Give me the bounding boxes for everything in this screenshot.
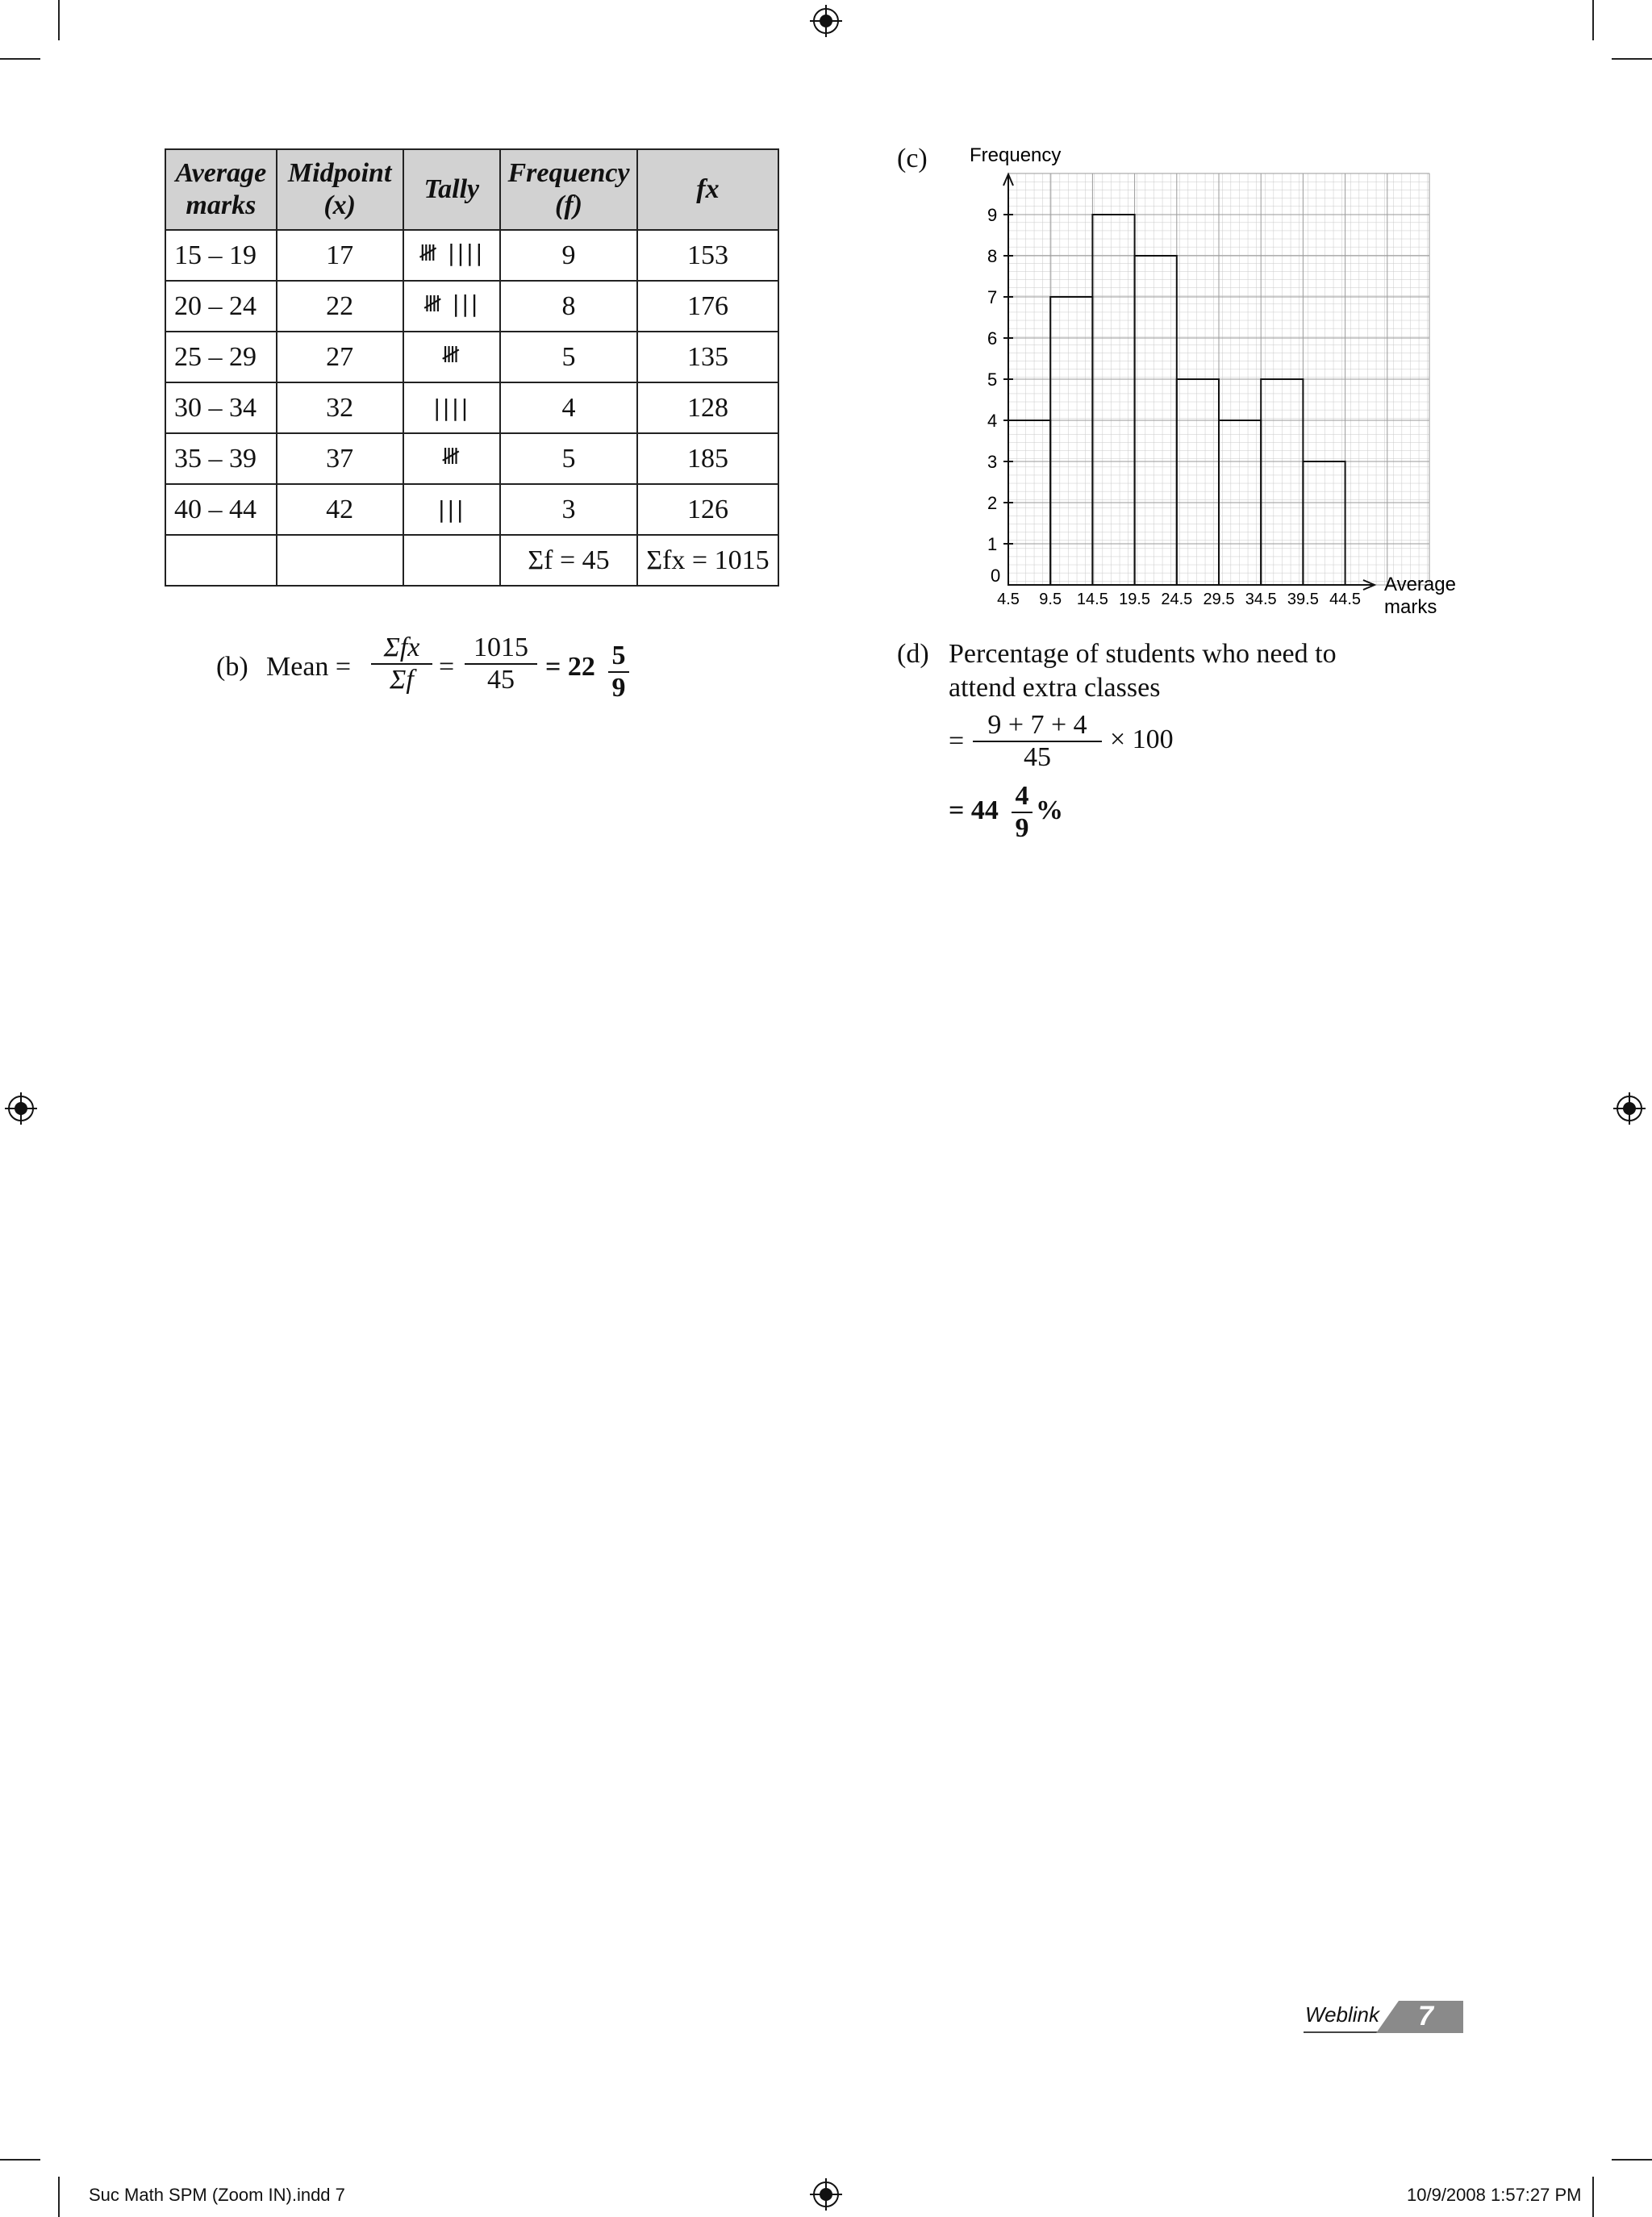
y-tick-label: 8 (987, 246, 998, 266)
cell-midpoint: 42 (277, 484, 403, 535)
percentage-result: = 44 (949, 795, 999, 825)
multiply-hundred: × 100 (1110, 724, 1174, 754)
cell-midpoint: 22 (277, 281, 403, 332)
cell-empty (277, 535, 403, 586)
header-average-marks: Average marks (165, 149, 277, 230)
cell-frequency: 8 (500, 281, 637, 332)
mean-result-fraction (608, 641, 629, 704)
cell-frequency: 3 (500, 484, 637, 535)
table-header-row (165, 149, 778, 230)
footer-file-name: Suc Math SPM (Zoom IN).indd 7 (89, 2185, 345, 2205)
registration-mark-icon (810, 5, 842, 37)
registration-mark-icon (1613, 1092, 1646, 1125)
cell-frequency: 5 (500, 433, 637, 484)
cell-midpoint: 17 (277, 230, 403, 281)
footer-timestamp: 10/9/2008 1:57:27 PM (1407, 2185, 1582, 2205)
cell-fx: 135 (637, 332, 778, 382)
y-tick-label: 1 (987, 534, 998, 554)
header-frequency: Frequency (f) (500, 149, 637, 230)
cell-fx: 185 (637, 433, 778, 484)
y-tick-label: 7 (987, 287, 998, 307)
part-c-label: (c) (897, 144, 928, 173)
mean-result: = 22 (545, 652, 595, 682)
page-number: 7 (1418, 2001, 1433, 2031)
cell-tally: 𝍸 |||| (403, 230, 501, 281)
crop-mark (0, 2159, 40, 2161)
x-tick-label: 29.5 (1203, 591, 1235, 608)
fraction-numerator: 4 (1015, 781, 1029, 811)
cell-fx: 176 (637, 281, 778, 332)
cell-empty (165, 535, 277, 586)
y-tick-label: 0 (991, 566, 1001, 586)
mean-formula-fraction (371, 633, 432, 695)
fraction-numerator: 1015 (473, 633, 528, 662)
cell-frequency: 5 (500, 332, 637, 382)
cell-frequency: 4 (500, 382, 637, 433)
table-row (165, 484, 778, 535)
y-tick-label: 6 (987, 328, 998, 349)
cell-midpoint: 37 (277, 433, 403, 484)
cell-average-marks: 40 – 44 (165, 484, 277, 535)
registration-mark-icon (810, 2178, 842, 2211)
header-midpoint: Midpoint (x) (277, 149, 403, 230)
cell-midpoint: 32 (277, 382, 403, 433)
percent-sign: % (1036, 795, 1063, 825)
fraction-denominator: 9 (1015, 813, 1029, 843)
part-b-label: (b) (216, 652, 248, 682)
equals-sign: = (949, 726, 965, 756)
header-fx: fx (637, 149, 778, 230)
mean-label: Mean = (266, 652, 352, 682)
percentage-result-fraction (1012, 781, 1032, 844)
crop-mark (58, 2177, 60, 2217)
equals-sign: = (439, 652, 455, 682)
cell-sum-fx: Σfx = 1015 (637, 535, 778, 586)
fraction-denominator: 9 (611, 673, 626, 703)
cell-tally: 𝍸 ||| (403, 281, 501, 332)
mean-value-fraction (465, 633, 537, 695)
fraction-numerator: 5 (611, 641, 626, 670)
cell-sum-frequency: Σf = 45 (500, 535, 637, 586)
question-text-line2: attend extra classes (949, 673, 1161, 703)
cell-average-marks: 20 – 24 (165, 281, 277, 332)
cell-average-marks: 15 – 19 (165, 230, 277, 281)
x-tick-label: 34.5 (1245, 591, 1277, 608)
header-tally: Tally (403, 149, 501, 230)
crop-mark (1612, 2159, 1652, 2161)
crop-mark (1592, 0, 1594, 40)
fraction-denominator: Σf (390, 665, 414, 695)
fraction-denominator: 45 (1024, 742, 1051, 772)
cell-average-marks: 25 – 29 (165, 332, 277, 382)
y-tick-label: 5 (987, 370, 998, 390)
registration-mark-icon (5, 1092, 37, 1125)
x-tick-label: 24.5 (1161, 591, 1193, 608)
cell-frequency: 9 (500, 230, 637, 281)
crop-mark (1592, 2177, 1594, 2217)
x-tick-label: 9.5 (1039, 591, 1062, 608)
y-tick-label: 4 (987, 411, 998, 431)
cell-tally: ||| (403, 484, 501, 535)
cell-tally: 𝍸 (403, 433, 501, 484)
crop-mark (1612, 58, 1652, 60)
crop-mark (58, 0, 60, 40)
fraction-numerator: 9 + 7 + 4 (987, 710, 1087, 740)
fraction-numerator: Σfx (383, 633, 420, 662)
cell-fx: 126 (637, 484, 778, 535)
table-totals-row (165, 535, 778, 586)
cell-average-marks: 30 – 34 (165, 382, 277, 433)
y-tick-label: 3 (987, 452, 998, 472)
table-row (165, 433, 778, 484)
x-tick-label: 4.5 (997, 591, 1020, 608)
x-ticks (997, 591, 1361, 608)
cell-average-marks: 35 – 39 (165, 433, 277, 484)
percentage-fraction (973, 710, 1102, 773)
x-tick-label: 19.5 (1119, 591, 1151, 608)
cell-fx: 128 (637, 382, 778, 433)
crop-mark (0, 58, 40, 60)
fraction-denominator: 45 (487, 665, 515, 695)
cell-empty (403, 535, 501, 586)
cell-midpoint: 27 (277, 332, 403, 382)
frequency-table (165, 148, 779, 587)
table-row (165, 230, 778, 281)
y-tick-label: 2 (987, 493, 998, 513)
cell-tally: |||| (403, 382, 501, 433)
weblink-badge (1304, 1999, 1463, 2036)
table-row (165, 382, 778, 433)
y-axis-label: Frequency (970, 144, 1062, 166)
question-text-line1: Percentage of students who need to (949, 639, 1337, 669)
table-row (165, 332, 778, 382)
part-d-label: (d) (897, 639, 929, 669)
weblink-label: Weblink (1305, 2002, 1380, 2027)
x-tick-label: 14.5 (1076, 591, 1108, 608)
cell-tally: 𝍸 (403, 332, 501, 382)
table-row (165, 281, 778, 332)
y-tick-label: 9 (987, 205, 998, 225)
x-tick-label: 44.5 (1329, 591, 1362, 608)
histogram-chart (960, 137, 1492, 629)
x-axis-label: Average marks (1384, 574, 1456, 618)
x-tick-label: 39.5 (1287, 591, 1319, 608)
cell-fx: 153 (637, 230, 778, 281)
